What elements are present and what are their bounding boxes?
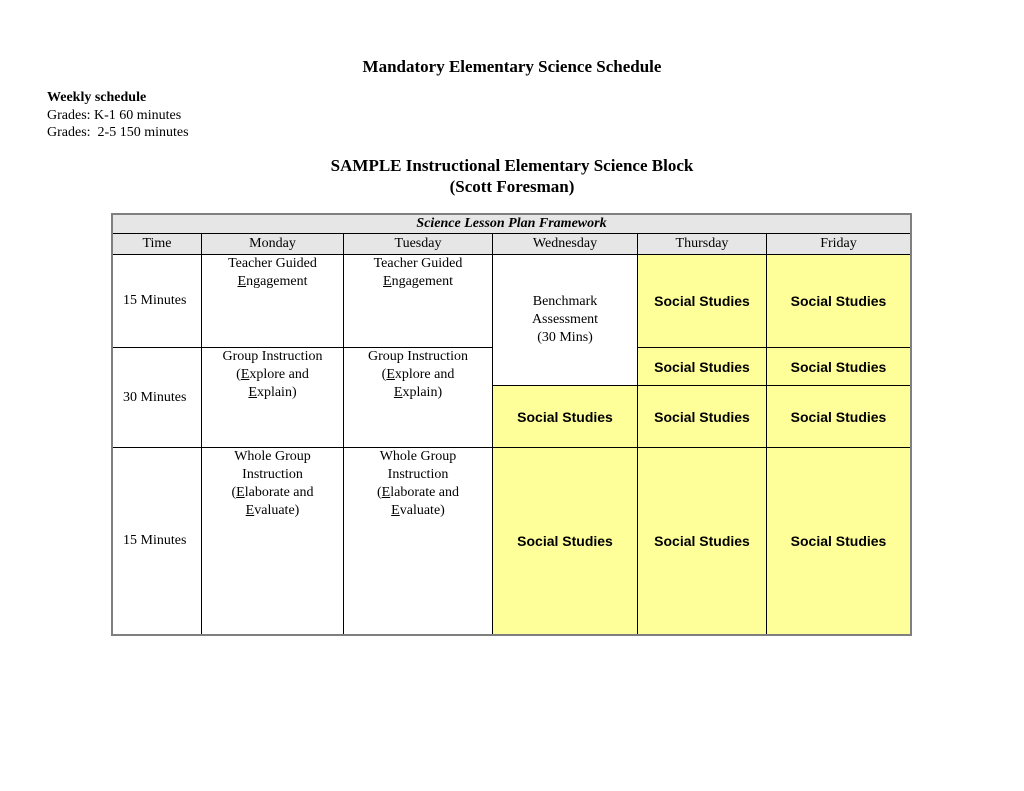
- e-underlined: E: [393, 385, 403, 400]
- document-title: Mandatory Elementary Science Schedule: [362, 57, 662, 76]
- social-studies-cell: Social Studies: [638, 254, 767, 347]
- explore-rest: xplore and: [249, 367, 309, 382]
- open-paren: (: [236, 367, 241, 382]
- e-underlined: E: [383, 274, 392, 289]
- time-cell: 30 Minutes: [113, 347, 202, 447]
- e-underlined: E: [248, 385, 257, 400]
- e-underlined: E: [391, 503, 400, 518]
- grades-2-5-line: Grades: 2-5 150 minutes: [47, 125, 189, 140]
- open-paren: (: [381, 367, 387, 382]
- header-thursday: Thursday: [638, 233, 767, 254]
- elaborate-rest: laborate and: [390, 485, 460, 500]
- social-studies-cell: Social Studies: [767, 385, 910, 447]
- group-instruction-label: Group Instruction: [368, 349, 468, 364]
- e-underlined: E: [236, 485, 245, 500]
- whole-group-label: Whole Group: [379, 449, 457, 464]
- group-instruction-label: Group Instruction: [222, 349, 323, 364]
- instruction-label: Instruction: [387, 467, 449, 482]
- header-time: Time: [113, 233, 202, 254]
- sample-block-title: [0, 155, 1024, 197]
- social-studies-cell: Social Studies: [638, 347, 767, 385]
- duration-label: (30 Mins): [537, 330, 593, 345]
- explain-rest: xplain): [402, 385, 443, 400]
- teacher-guided-label: Teacher Guided: [228, 256, 317, 271]
- header-friday: Friday: [767, 233, 910, 254]
- table-caption: Science Lesson Plan Framework: [113, 215, 910, 233]
- explore-rest: xplore and: [394, 367, 455, 382]
- header-monday: Monday: [202, 233, 344, 254]
- open-paren: (: [231, 485, 237, 500]
- header-tuesday: Tuesday: [344, 233, 493, 254]
- elaborate-rest: laborate and: [244, 485, 314, 500]
- table-border: [111, 213, 912, 636]
- social-studies-cell: Social Studies: [767, 347, 910, 385]
- social-studies-cell: Social Studies: [493, 447, 638, 634]
- evaluate-rest: valuate): [254, 503, 300, 518]
- whole-group-label: Whole Group: [234, 449, 311, 464]
- time-cell: 15 Minutes: [113, 447, 202, 634]
- e-underlined: E: [386, 367, 395, 382]
- social-studies-cell: Social Studies: [493, 385, 638, 447]
- assessment-label: Assessment: [531, 312, 599, 327]
- social-studies-cell: Social Studies: [767, 254, 910, 347]
- social-studies-cell: Social Studies: [767, 447, 910, 634]
- social-studies-cell: Social Studies: [638, 447, 767, 634]
- e-underlined: E: [381, 485, 391, 500]
- e-underlined: E: [237, 274, 247, 289]
- open-paren: (: [376, 485, 382, 500]
- sample-title-line1: SAMPLE Instructional Elementary Science Block: [330, 156, 694, 175]
- weekly-schedule-title: Weekly schedule: [47, 90, 147, 105]
- explain-rest: xplain): [256, 385, 297, 400]
- teacher-guided-label: Teacher Guided: [373, 256, 463, 271]
- header-wednesday: Wednesday: [493, 233, 638, 254]
- benchmark-label: Benchmark: [532, 294, 598, 309]
- instruction-label: Instruction: [242, 467, 303, 482]
- time-cell: 15 Minutes: [113, 254, 202, 347]
- grades-k1-line: Grades: K-1 60 minutes: [47, 107, 182, 123]
- evaluate-rest: valuate): [399, 503, 445, 518]
- e-underlined: E: [245, 503, 255, 518]
- e-underlined: E: [240, 367, 250, 382]
- weekly-schedule: [47, 89, 189, 142]
- sample-title-line2: (Scott Foresman): [449, 177, 575, 196]
- engagement-rest: ngagement: [391, 274, 453, 289]
- engagement-rest: ngagement: [246, 274, 308, 289]
- social-studies-cell: Social Studies: [638, 385, 767, 447]
